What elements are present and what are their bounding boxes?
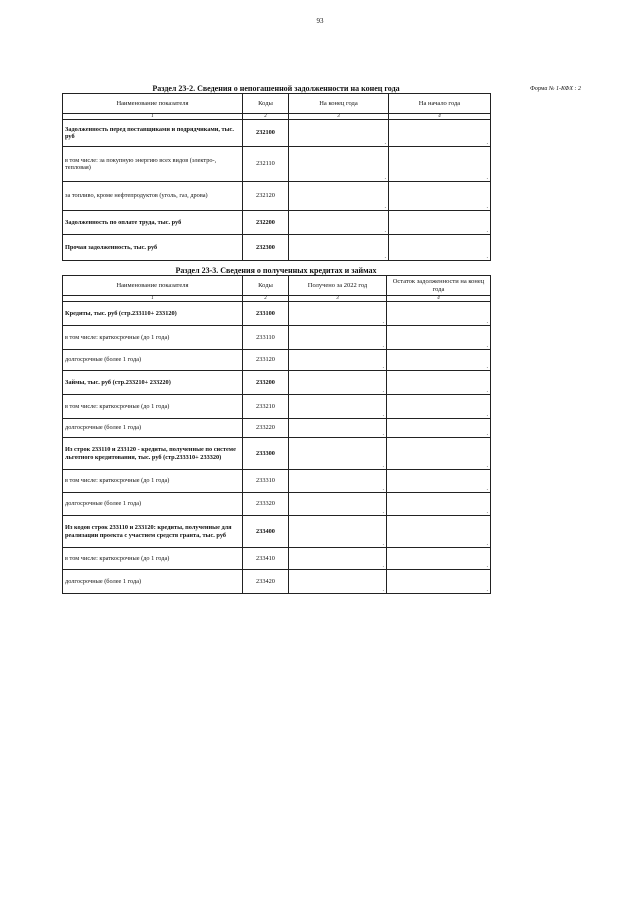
value-cell[interactable]: .	[289, 395, 387, 419]
table-row	[63, 326, 491, 350]
table-row	[63, 371, 491, 395]
value-cell[interactable]: .	[289, 235, 389, 261]
value-cell[interactable]: .	[289, 548, 387, 570]
value-cell[interactable]: .	[289, 120, 389, 147]
row-label: долгосрочные (более 1 года)	[63, 419, 243, 438]
value-cell[interactable]: .	[289, 516, 387, 548]
debt-table	[62, 93, 491, 261]
value-cell[interactable]: .	[389, 147, 491, 182]
table-header	[63, 276, 491, 296]
row-code: 233300	[243, 438, 289, 470]
row-code: 233400	[243, 516, 289, 548]
row-label: долгосрочные (более 1 года)	[63, 570, 243, 594]
value-cell[interactable]: .	[289, 211, 389, 235]
header-cell: Получено за 2022 год	[289, 276, 387, 296]
value-cell[interactable]: .	[387, 570, 491, 594]
row-label: в том числе: краткосрочные (до 1 года)	[63, 326, 243, 350]
value-cell[interactable]: .	[289, 350, 387, 371]
row-label: Задолженность перед поставщиками и подрядчиками, тыс. руб	[63, 120, 243, 147]
table-row	[63, 350, 491, 371]
value-cell[interactable]: .	[389, 182, 491, 211]
column-number: 2	[243, 296, 289, 302]
value-cell[interactable]: .	[389, 120, 491, 147]
row-code: 232110	[243, 147, 289, 182]
column-number: 2	[243, 114, 289, 120]
table-row	[63, 419, 491, 438]
row-code: 233110	[243, 326, 289, 350]
value-cell[interactable]: .	[289, 326, 387, 350]
table-row	[63, 211, 491, 235]
table-row	[63, 147, 491, 182]
value-cell[interactable]: .	[387, 350, 491, 371]
table-row	[63, 395, 491, 419]
row-label: долгосрочные (более 1 года)	[63, 493, 243, 516]
header-cell: Остаток задолженности на конец года	[387, 276, 491, 296]
column-number: 4	[389, 114, 491, 120]
row-label: Займы, тыс. руб (стр.233210+ 233220)	[63, 371, 243, 395]
row-label: Из кодов строк 233110 и 233120: кредиты, полученные для реализации проекта с участием средств гранта, тыс. руб	[63, 516, 243, 548]
table-row	[63, 438, 491, 470]
table-row	[63, 235, 491, 261]
page-number: 93	[316, 17, 324, 25]
row-code: 233320	[243, 493, 289, 516]
value-cell[interactable]: .	[289, 470, 387, 493]
table-row	[63, 570, 491, 594]
column-number: 4	[387, 296, 491, 302]
row-code: 233100	[243, 302, 289, 326]
row-code: 233120	[243, 350, 289, 371]
form-label: Форма № 1-КФХ : 2	[530, 86, 582, 92]
value-cell[interactable]: .	[387, 516, 491, 548]
table-row	[63, 493, 491, 516]
value-cell[interactable]: .	[387, 548, 491, 570]
column-number: 1	[63, 296, 243, 302]
header-cell: На начало года	[389, 94, 491, 114]
row-code: 232300	[243, 235, 289, 261]
table-row	[63, 120, 491, 147]
row-code: 232200	[243, 211, 289, 235]
row-label: Кредиты, тыс. руб (стр.233110+ 233120)	[63, 302, 243, 326]
row-label: в том числе: краткосрочные (до 1 года)	[63, 395, 243, 419]
header-cell: Наименование показателя	[63, 276, 243, 296]
row-label: в том числе: краткосрочные (до 1 года)	[63, 470, 243, 493]
value-cell[interactable]: .	[387, 326, 491, 350]
value-cell[interactable]: .	[289, 302, 387, 326]
column-number: 3	[289, 114, 389, 120]
value-cell[interactable]: .	[387, 438, 491, 470]
row-label: долгосрочные (более 1 года)	[63, 350, 243, 371]
column-number: 1	[63, 114, 243, 120]
row-label: за топливо, кроме нефтепродуктов (уголь, газ, дрова)	[63, 182, 243, 211]
value-cell[interactable]: .	[387, 470, 491, 493]
value-cell[interactable]: .	[289, 419, 387, 438]
row-label: Из строк 233110 и 233120 - кредиты, полученные по системе льготного кредитования, тыс. руб (стр.233310+ 233320)	[63, 438, 243, 470]
value-cell[interactable]: .	[387, 371, 491, 395]
table-row	[63, 470, 491, 493]
value-cell[interactable]: .	[387, 493, 491, 516]
value-cell[interactable]: .	[389, 235, 491, 261]
row-label: в том числе: краткосрочные (до 1 года)	[63, 548, 243, 570]
row-code: 232100	[243, 120, 289, 147]
value-cell[interactable]: .	[387, 395, 491, 419]
value-cell[interactable]: .	[387, 419, 491, 438]
row-code: 232120	[243, 182, 289, 211]
row-code: 233310	[243, 470, 289, 493]
header-cell: Коды	[243, 276, 289, 296]
table-row	[63, 516, 491, 548]
value-cell[interactable]: .	[289, 493, 387, 516]
value-cell[interactable]: .	[289, 570, 387, 594]
value-cell[interactable]: .	[389, 211, 491, 235]
header-cell: Наименование показателя	[63, 94, 243, 114]
column-number: 3	[289, 296, 387, 302]
header-cell: Коды	[243, 94, 289, 114]
header-cell: На конец года	[289, 94, 389, 114]
table-header	[63, 94, 491, 114]
row-label: в том числе: за покупную энергию всех видов (электро-, тепловая)	[63, 147, 243, 182]
row-code: 233420	[243, 570, 289, 594]
section-title: Раздел 23-2. Сведения о непогашенной задолженности на конец года	[152, 84, 400, 93]
table-row	[63, 548, 491, 570]
value-cell[interactable]: .	[289, 371, 387, 395]
row-code: 233200	[243, 371, 289, 395]
row-label: Задолженность по оплате труда, тыс. руб	[63, 211, 243, 235]
row-code: 233410	[243, 548, 289, 570]
value-cell[interactable]: .	[387, 302, 491, 326]
row-code: 233220	[243, 419, 289, 438]
section-title: Раздел 23-3. Сведения о полученных кредитах и займах	[175, 266, 377, 275]
row-label: Прочая задолженность, тыс. руб	[63, 235, 243, 261]
value-cell[interactable]: .	[289, 182, 389, 211]
value-cell[interactable]: .	[289, 438, 387, 470]
table-row	[63, 302, 491, 326]
credits-table	[62, 275, 491, 594]
table-row	[63, 182, 491, 211]
value-cell[interactable]: .	[289, 147, 389, 182]
row-code: 233210	[243, 395, 289, 419]
